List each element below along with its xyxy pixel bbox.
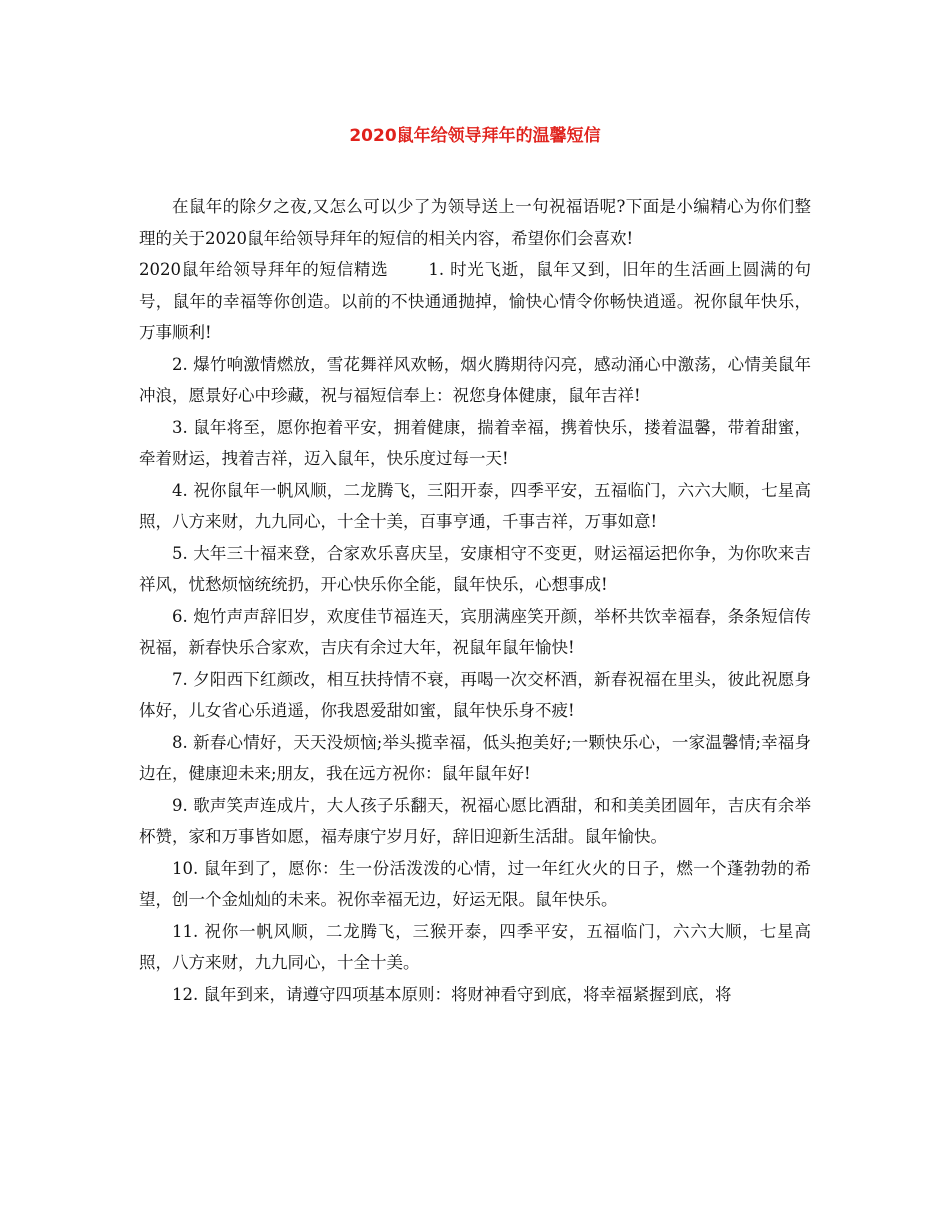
document-title: 2020鼠年给领导拜年的温馨短信 xyxy=(349,126,601,146)
list-item: 1. 时光飞逝，鼠年又到，旧年的生活画上圆满的句号，鼠年的幸福等你创造。以前的不快通通抛掉，愉快心情令你畅快逍遥。祝你鼠年快乐，万事顺利! xyxy=(139,260,811,342)
list-item: 11. 祝你一帆风顺，二龙腾飞，三猴开泰，四季平安，五福临门，六六大顺，七星高照，八方来财，九九同心，十全十美。 xyxy=(139,921,811,972)
section-heading: 2020鼠年给领导拜年的短信精选 xyxy=(139,260,389,279)
list-item: 9. 歌声笑声连成片，大人孩子乐翻天，祝福心愿比酒甜，和和美美团圆年，吉庆有余举杯赞，家和万事皆如愿，福寿康宁岁月好，辞旧迎新生活甜。鼠年愉快。 xyxy=(139,795,811,846)
list-item: 8. 新春心情好，天天没烦恼;举头揽幸福，低头抱美好;一颗快乐心，一家温馨情;幸福身边在，健康迎未来;朋友，我在远方祝你：鼠年鼠年好! xyxy=(139,732,811,783)
list-item: 4. 祝你鼠年一帆风顺，二龙腾飞，三阳开泰，四季平安，五福临门，六六大顺，七星高照，八方来财，九九同心，十全十美，百事亨通，千事吉祥，万事如意! xyxy=(139,480,811,531)
list-item: 10. 鼠年到了，愿你：生一份活泼泼的心情，过一年红火火的日子，燃一个蓬勃勃的希望，创一个金灿灿的未来。祝你幸福无边，好运无限。鼠年快乐。 xyxy=(139,858,811,909)
list-item: 2. 爆竹响激情燃放，雪花舞祥风欢畅，烟火腾期待闪亮，感动涌心中激荡，心情美鼠年冲浪，愿景好心中珍藏，祝与福短信奉上：祝您身体健康，鼠年吉祥! xyxy=(139,354,811,405)
intro-paragraph: 在鼠年的除夕之夜,又怎么可以少了为领导送上一句祝福语呢?下面是小编精心为你们整理的关于2020鼠年给领导拜年的短信的相关内容，希望你们会喜欢! xyxy=(139,197,811,248)
list-item: 6. 炮竹声声辞旧岁，欢度佳节福连天，宾朋满座笑开颜，举杯共饮幸福春，条条短信传祝福，新春快乐合家欢，吉庆有余过大年，祝鼠年鼠年愉快! xyxy=(139,606,811,657)
section-paragraph xyxy=(139,254,811,349)
list-item: 5. 大年三十福来登，合家欢乐喜庆呈，安康相守不变更，财运福运把你争，为你吹来吉祥风，忧愁烦恼统统扔，开心快乐你全能，鼠年快乐，心想事成! xyxy=(139,543,811,594)
list-item: 12. 鼠年到来，请遵守四项基本原则：将财神看守到底，将幸福紧握到底，将 xyxy=(172,984,732,1004)
list-item: 3. 鼠年将至，愿你抱着平安，拥着健康，揣着幸福，携着快乐，搂着温馨，带着甜蜜，牵着财运，拽着吉祥，迈入鼠年，快乐度过每一天! xyxy=(139,417,811,468)
document-body xyxy=(139,191,811,1010)
list-item: 7. 夕阳西下红颜改，相互扶持情不衰，再喝一次交杯酒，新春祝福在里头，彼此祝愿身体好，儿女省心乐逍遥，你我恩爱甜如蜜，鼠年快乐身不疲! xyxy=(139,669,811,720)
